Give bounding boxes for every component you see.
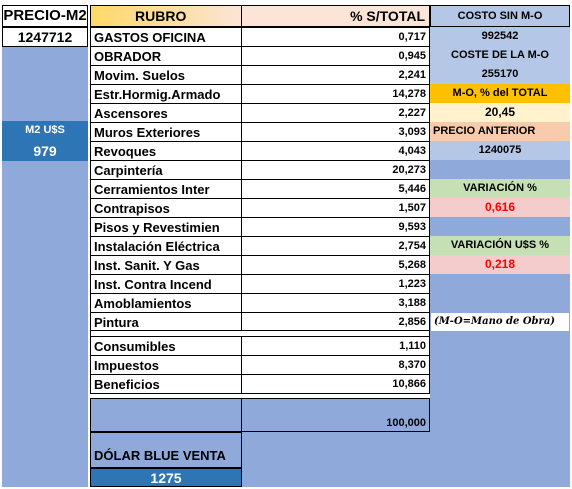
precio-anterior-label: PRECIO ANTERIOR [430,122,570,141]
dolar-value: 1275 [90,468,242,487]
left-panel [2,47,88,487]
variacion-usd-label: VARIACIÓN U$S % [430,236,570,255]
pct-cell: 2,856 [241,312,430,337]
precio-m2-header: PRECIO-M2 [2,5,88,27]
rubro-cell: Consumibles [90,336,242,356]
rubro-header: RUBRO [135,8,187,24]
rubro-cell: Impuestos [90,355,242,375]
pct-cell: 20,273 [241,160,430,180]
variacion-value: 0,616 [430,198,570,217]
rubro-cell: Carpintería [90,160,242,180]
dolar-label: DÓLAR BLUE VENTA [90,432,242,468]
mo-pct-label: M-O, % del TOTAL [430,84,570,103]
rubro-cell: Instalación Eléctrica [90,236,242,256]
m2-usd-value: 979 [2,141,88,161]
rubro-cell: Pintura [90,312,242,337]
pct-cell: 3,093 [241,122,430,142]
precio-m2-value: 1247712 [2,27,88,47]
rubro-cell: Estr.Hormig.Armado [90,84,242,104]
rubro-cell: Contrapisos [90,198,242,218]
rubro-cell: Pisos y Revestimien [90,217,242,237]
costo-sin-mo-label: COSTO SIN M-O [430,5,570,27]
rubro-cell: Movim. Suelos [90,65,242,85]
header-pct-cell [241,5,430,27]
pct-cell: 9,593 [241,217,430,237]
costo-sin-mo-value: 992542 [430,27,570,46]
pct-cell: 2,241 [241,65,430,85]
pct-cell: 14,278 [241,84,430,104]
mo-note: (M-O=Mano de Obra) [431,313,569,331]
rubro-cell: Ascensores [90,103,242,123]
rubro-cell: Inst. Sanit. Y Gas [90,255,242,275]
rubro-cell: Cerramientos Inter [90,179,242,199]
pct-cell: 5,268 [241,255,430,275]
mo-pct-value: 20,45 [430,103,570,122]
pct-cell: 1,507 [241,198,430,218]
rubro-cell: Revoques [90,141,242,161]
rubro-cell: Inst. Contra Incend [90,274,242,294]
row-spacer [90,330,430,337]
total-pct: 100,000 [241,398,430,432]
variacion-usd-value: 0,218 [430,255,570,274]
coste-mo-label: COSTE DE LA M-O [430,46,570,65]
pct-cell: 4,043 [241,141,430,161]
m2-usd-label: M2 U$S [2,121,88,141]
pct-cell: 5,446 [241,179,430,199]
pct-cell: 1,110 [241,336,430,356]
pct-cell: 10,866 [241,374,430,394]
rubro-cell: GASTOS OFICINA [90,27,242,47]
header-rubro-cell [90,5,242,27]
pct-cell: 1,223 [241,274,430,294]
pct-cell: 0,945 [241,46,430,66]
precio-anterior-value: 1240075 [430,141,570,160]
rubro-cell: OBRADOR [90,46,242,66]
pct-cell: 2,227 [241,103,430,123]
rubro-cell: Muros Exteriores [90,122,242,142]
bottom-filler [242,432,430,487]
pct-cell: 3,188 [241,293,430,313]
pct-cell: 8,370 [241,355,430,375]
pct-cell: 2,754 [241,236,430,256]
coste-mo-value: 255170 [430,65,570,84]
total-filler [90,398,242,432]
variacion-label: VARIACIÓN % [430,179,570,198]
pct-cell: 0,717 [241,27,430,47]
rubro-cell: Beneficios [90,374,242,394]
rubro-cell: Amoblamientos [90,293,242,313]
pct-header: % S/TOTAL [350,8,425,24]
